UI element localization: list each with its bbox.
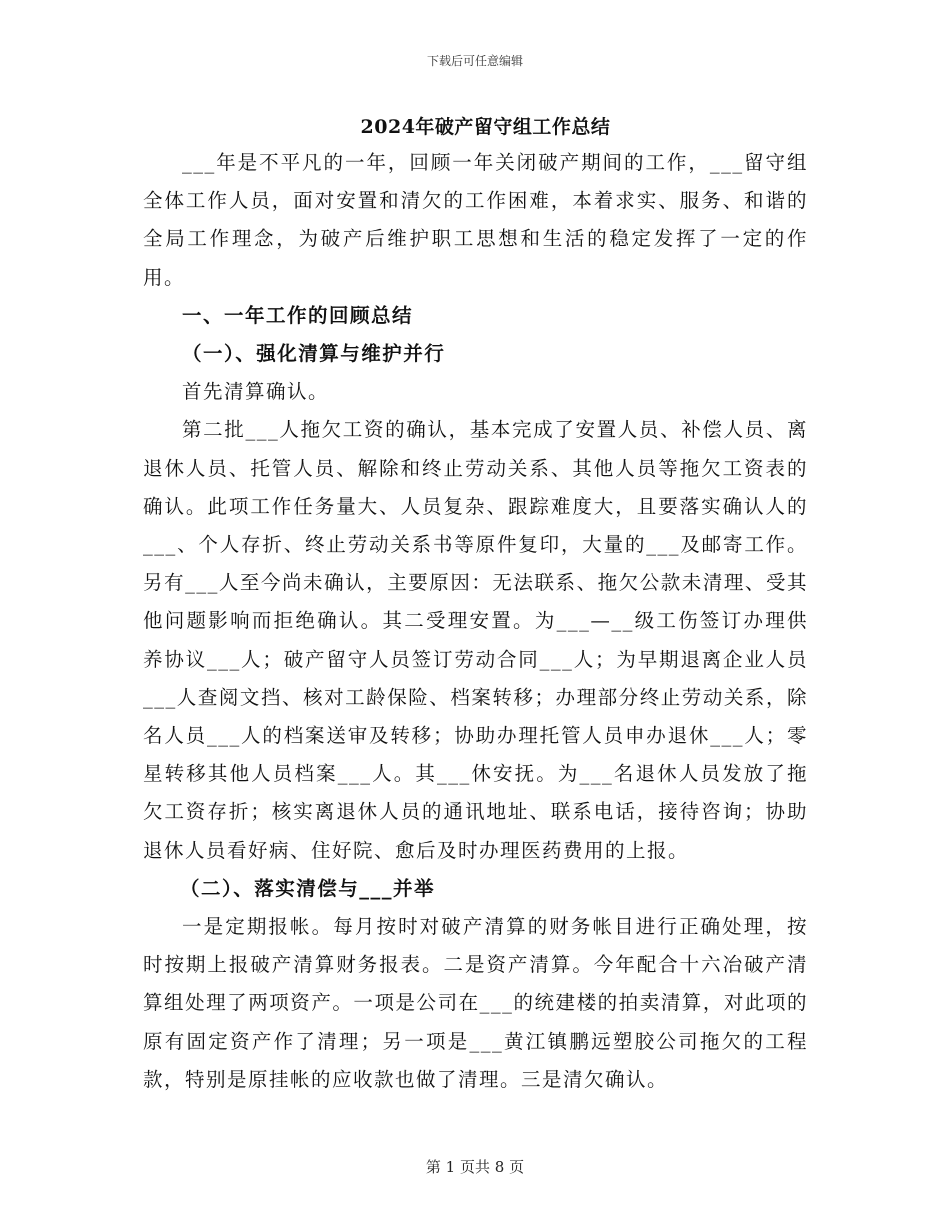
subsection-1-paragraph-2: 第二批___人拖欠工资的确认，基本完成了安置人员、补偿人员、离退休人员、托管人员、解除和终止劳动关系、其他人员等拖欠工资表的确认。此项工作任务量大、人员复杂、跟踪难度大，且要落实确认人的___、个人存折、终止劳动关系书等原件复印，大量的___及邮寄工作。另有___人至今尚未确认，主要原因：无法联系、拖欠公款未清理、受其他问题影响而拒绝确认。其二受理安置。为___—__级工伤签订办理供养协议___人；破产留守人员签订劳动合同___人；为早期退离企业人员___人查阅文挡、核对工龄保险、档案转移；办理部分终止劳动关系，除名人员___人的档案送审及转移；协助办理托管人员申办退休___人；零星转移其他人员档案___人。其___休安抚。为___名退休人员发放了拖欠工资存折；核实离退休人员的通讯地址、联系电话，接待咨询；协助退休人员看好病、住好院、愈后及时办理医药费用的上报。 (143, 418, 808, 862)
page-footer: 第 1 页共 8 页 (425, 1158, 525, 1176)
document-body (143, 110, 808, 1099)
subsection-heading-2: （二）、落实清偿与___并举 (180, 876, 436, 900)
document-title: 2024年破产留守组工作总结 (360, 116, 611, 138)
subsection-2-paragraph-1: 一是定期报帐。每月按时对破产清算的财务帐目进行正确处理，按时按期上报破产清算财务报表。二是资产清算。今年配合十六冶破产清算组处理了两项资产。一项是公司在___的统建楼的拍卖清算，对此项的原有固定资产作了清理；另一项是___黄江镇鹏远塑胶公司拖欠的工程款，特别是原挂帐的应收款也做了清理。三是清欠确认。 (143, 915, 808, 1091)
section-heading-1: 一、一年工作的回顾总结 (182, 303, 414, 327)
page-header: 下载后可任意编辑 (426, 54, 523, 68)
subsection-1-paragraph-1: 首先清算确认。 (182, 380, 330, 404)
subsection-heading-1: （一）、强化清算与维护并行 (182, 342, 446, 366)
intro-paragraph: ___年是不平凡的一年，回顾一年关闭破产期间的工作，___留守组全体工作人员，面对安置和清欠的工作困难，本着求实、服务、和谐的全局工作理念，为破产后维护职工思想和生活的稳定发挥了一定的作用。 (143, 151, 808, 289)
